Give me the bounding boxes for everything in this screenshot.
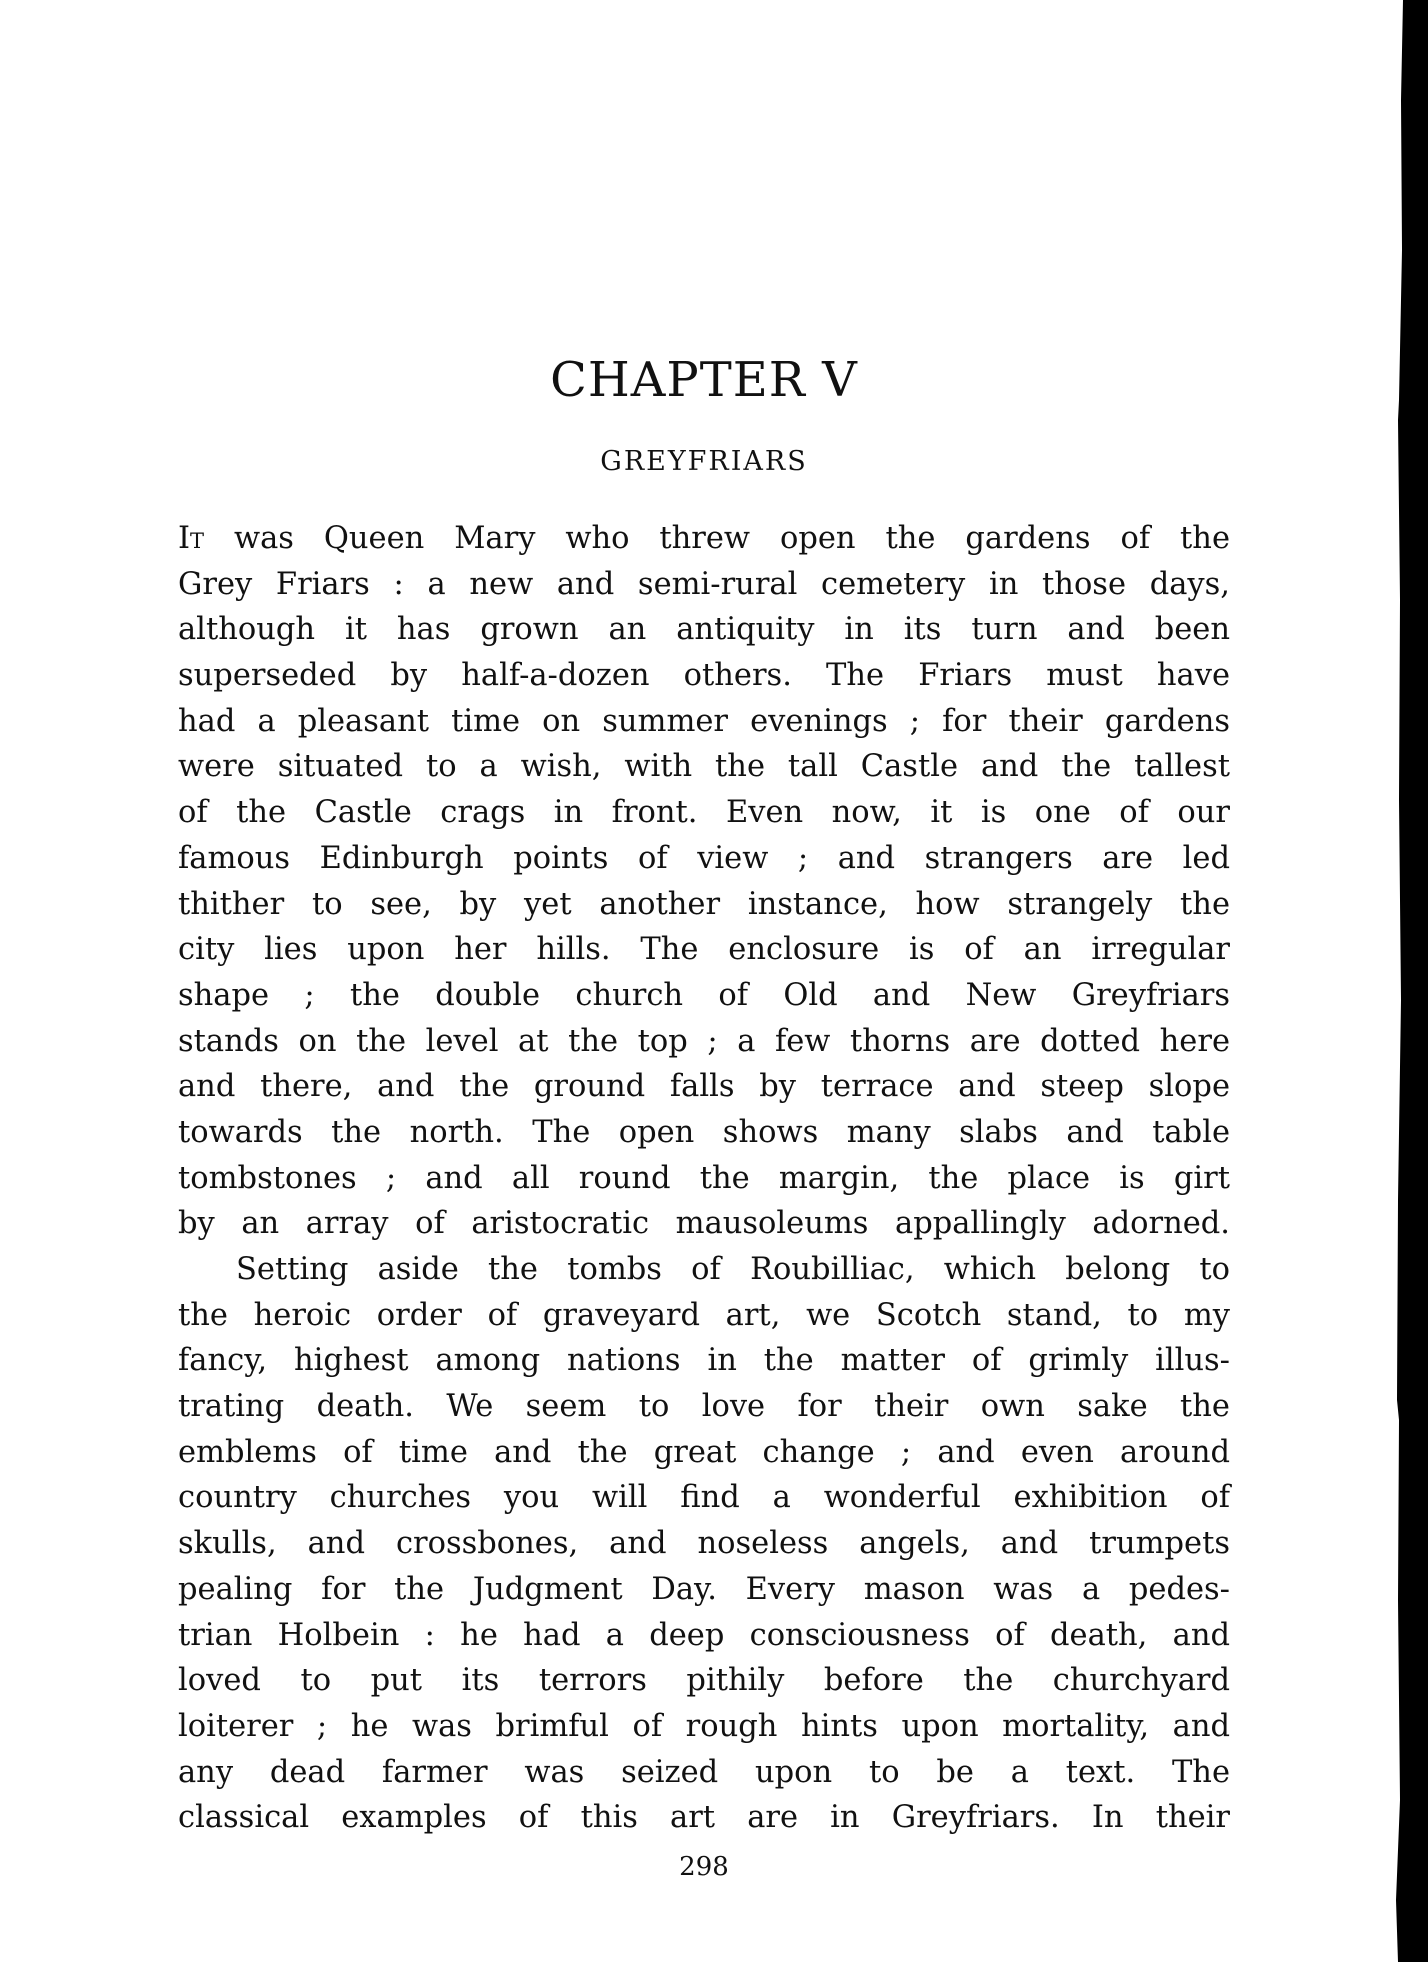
text-line: famous Edinburgh points of view ; and strangers are led (178, 840, 1230, 876)
text-line: thither to see, by yet another instance, how strangely the (178, 886, 1230, 922)
text-line: fancy, highest among nations in the matter of grimly illus- (178, 1343, 1230, 1379)
text-line: towards the north. The open shows many slabs and table (178, 1114, 1230, 1150)
text-line: city lies upon her hills. The enclosure is of an irregular (178, 932, 1230, 968)
line-text: was Queen Mary who threw open the gardens of the (204, 521, 1230, 556)
text-line: shape ; the double church of Old and New Greyfriars (178, 977, 1230, 1013)
text-line: Setting aside the tombs of Roubilliac, which belong to (236, 1252, 1230, 1287)
text-line: although it has grown an antiquity in its turn and been (178, 612, 1230, 648)
text-line: and there, and the ground falls by terrace and steep slope (178, 1069, 1230, 1105)
text-line: stands on the level at the top ; a few thorns are dotted here (178, 1023, 1230, 1059)
text-line: the heroic order of graveyard art, we Scotch stand, to my (178, 1297, 1230, 1333)
paragraph-1 (178, 516, 1230, 1247)
page-binding-edge (1368, 0, 1428, 1962)
text-line: loved to put its terrors pithily before the churchyard (178, 1663, 1230, 1699)
text-line: trating death. We seem to love for their own sake the (178, 1389, 1230, 1425)
text-line: trian Holbein : he had a deep consciousness of death, and (178, 1617, 1230, 1653)
text-line: of the Castle crags in front. Even now, it is one of our (178, 795, 1230, 831)
text-line: tombstones ; and all round the margin, the place is girt (178, 1160, 1230, 1196)
text-line: country churches you will find a wonderful exhibition of (178, 1480, 1230, 1516)
text-line: were situated to a wish, with the tall Castle and the tallest (178, 749, 1230, 785)
paragraph-2 (178, 1247, 1230, 1841)
text-line: had a pleasant time on summer evenings ; for their gardens (178, 703, 1230, 739)
text-line: any dead farmer was seized upon to be a text. The (178, 1754, 1230, 1790)
text-line: skulls, and crossbones, and noseless angels, and trumpets (178, 1526, 1230, 1562)
text-line: classical examples of this art are in Greyfriars. In their (178, 1800, 1230, 1836)
text-line (178, 516, 1230, 562)
page-body (178, 516, 1230, 1841)
text-line: pealing for the Judgment Day. Every mason was a pedes- (178, 1571, 1230, 1607)
chapter-title: CHAPTER V (550, 352, 858, 408)
text-line: loiterer ; he was brimful of rough hints upon mortality, and (178, 1708, 1230, 1744)
text-line: Grey Friars : a new and semi-rural cemetery in those days, (178, 566, 1230, 602)
text-line: superseded by half-a-dozen others. The Friars must have (178, 658, 1230, 694)
text-line: emblems of time and the great change ; and even around (178, 1434, 1230, 1470)
lead-small-caps: It (178, 521, 205, 556)
page-number: 298 (679, 1852, 729, 1882)
text-line: by an array of aristocratic mausoleums appallingly adorned. (178, 1206, 1230, 1242)
chapter-subtitle: GREYFRIARS (600, 446, 808, 477)
